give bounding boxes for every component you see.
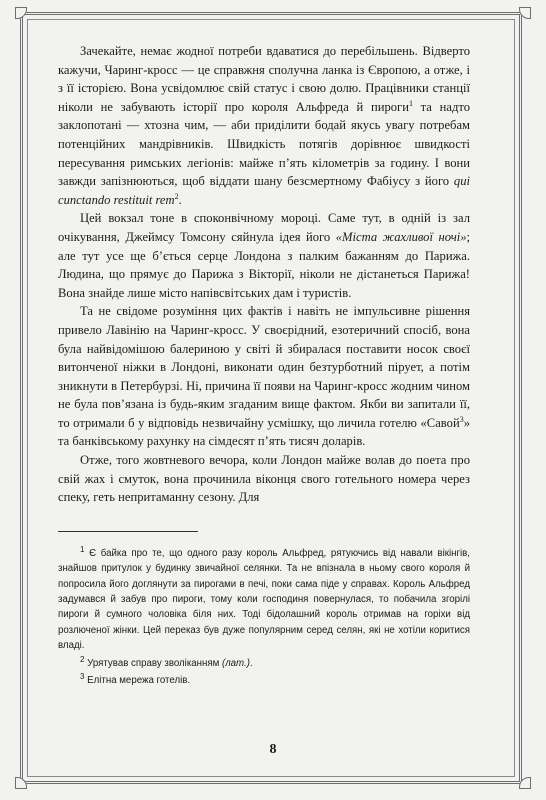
footnote-text: Елітна мережа готелів. — [84, 675, 191, 687]
footnote-3 — [58, 673, 470, 688]
footnote-separator — [58, 531, 198, 532]
footnote-text: Урятував справу зволіканням — [84, 657, 222, 669]
footnote-ref-1[interactable]: 1 — [408, 98, 413, 108]
paragraph-text: Цей вокзал тоне в споконвічному мороці. Саме тут, в одній із зал очікування, Джеймсу Томсону сяйнула ідея його — [58, 211, 470, 244]
paragraph-text: . — [178, 192, 182, 207]
paragraph-text: Зачекайте, немає жодної потреби вдаватися до перебільшень. Відверто кажучи, Чаринг-кросс — це справжня сполучна ланка із Європою, а отже, і з її історією. Вона усвідомлює свій статус і свою долю. Працівники станції ніколи не забувають історії про короля Альфреда й пироги — [58, 44, 470, 114]
page-number: 8 — [269, 742, 277, 757]
language-note: (лат.) — [221, 657, 250, 669]
footnote-text: Є байка про те, що одного разу король Альфред, рятуючись від навали вікінгів, знайшов притулок у будинку звичайної селянки. Та не впізнала в ньому свого короля й попросила його доглянути за пирогами в печі, поки сама піде у справах. Король Альфред задумався й забув про пироги, тому коли господиня повернулася, то побачила згорілі пироги й сумного чоловіка біля них. Тоді бідолашний король отримав на горіхи від розлюченої жінки. Цей переказ був дуже популярним серед селян, які не хотіли коритися владі. — [58, 547, 470, 652]
footnote-mark: 3 — [80, 671, 85, 681]
footnote-1 — [58, 546, 470, 654]
book-title: «Міста жахливої ночі» — [335, 229, 467, 244]
paragraph-text: ; але тут усе ще б’ється серце Лондона з палким бажанням до Парижа. Людина, що прямує до Парижа з Вікторії, ніколи не дістанеться Парижа! Вона знайде лише місто напівсвітських дам і туристів. — [58, 229, 471, 300]
footnote-text: . — [249, 657, 253, 669]
footnote-ref-3[interactable]: 3 — [459, 414, 464, 424]
paragraph-text: Та не свідоме розуміння цих фактів і навіть не імпульсивне рішення привело Лавінію на Чаринг-кросс. У своєрідний, езотеричний спосіб, вона була найвідомішою балериною у світі й збиралася поставити носок своєї витонченої ніжки в Лондоні, виконати один безтурботний пірует, а потім зникнути в Петербурзі. Ні, причина її появи на Чаринг-кросс жодним чином не була пов’язана із будь-яким згаданим вище фактом. Якби ви запитали її, то отримали б у відповідь незвичайну усмішку, що личила готелю «Савой — [58, 304, 470, 430]
paragraph-1 — [58, 42, 470, 209]
paragraph-text: та надто заклопотані — хтозна чим, — аби приділити бодай якусь увагу потребам потенційних мандрівників. Швидкість потягів дорівнює швидкості пересування римських легіонів: майже п’ять кілометрів за годину. І вони завжди запізнюються, щоб віддати шану безсмертному Фабіусу з його — [58, 99, 470, 189]
paragraph-2 — [58, 209, 470, 302]
footnote-mark: 2 — [80, 654, 85, 664]
footnotes — [58, 546, 470, 689]
main-text — [58, 42, 470, 689]
latin-quote: qui cunctando restituit rem — [58, 174, 470, 207]
footnote-mark: 1 — [80, 544, 85, 554]
paragraph-3 — [58, 302, 470, 451]
paragraph-4: Отже, того жовтневого вечора, коли Лондон майже волав до поета про свій жах і смуток, вона прочинила віконця свого готельного номера через спеку, геть непритаманну сезону. Для — [58, 453, 470, 505]
footnote-ref-2[interactable]: 2 — [174, 191, 179, 201]
footnote-2 — [58, 656, 470, 671]
paragraph-text: » та банківському рахунку на сімдесят п’ять тисяч доларів. — [58, 415, 470, 449]
